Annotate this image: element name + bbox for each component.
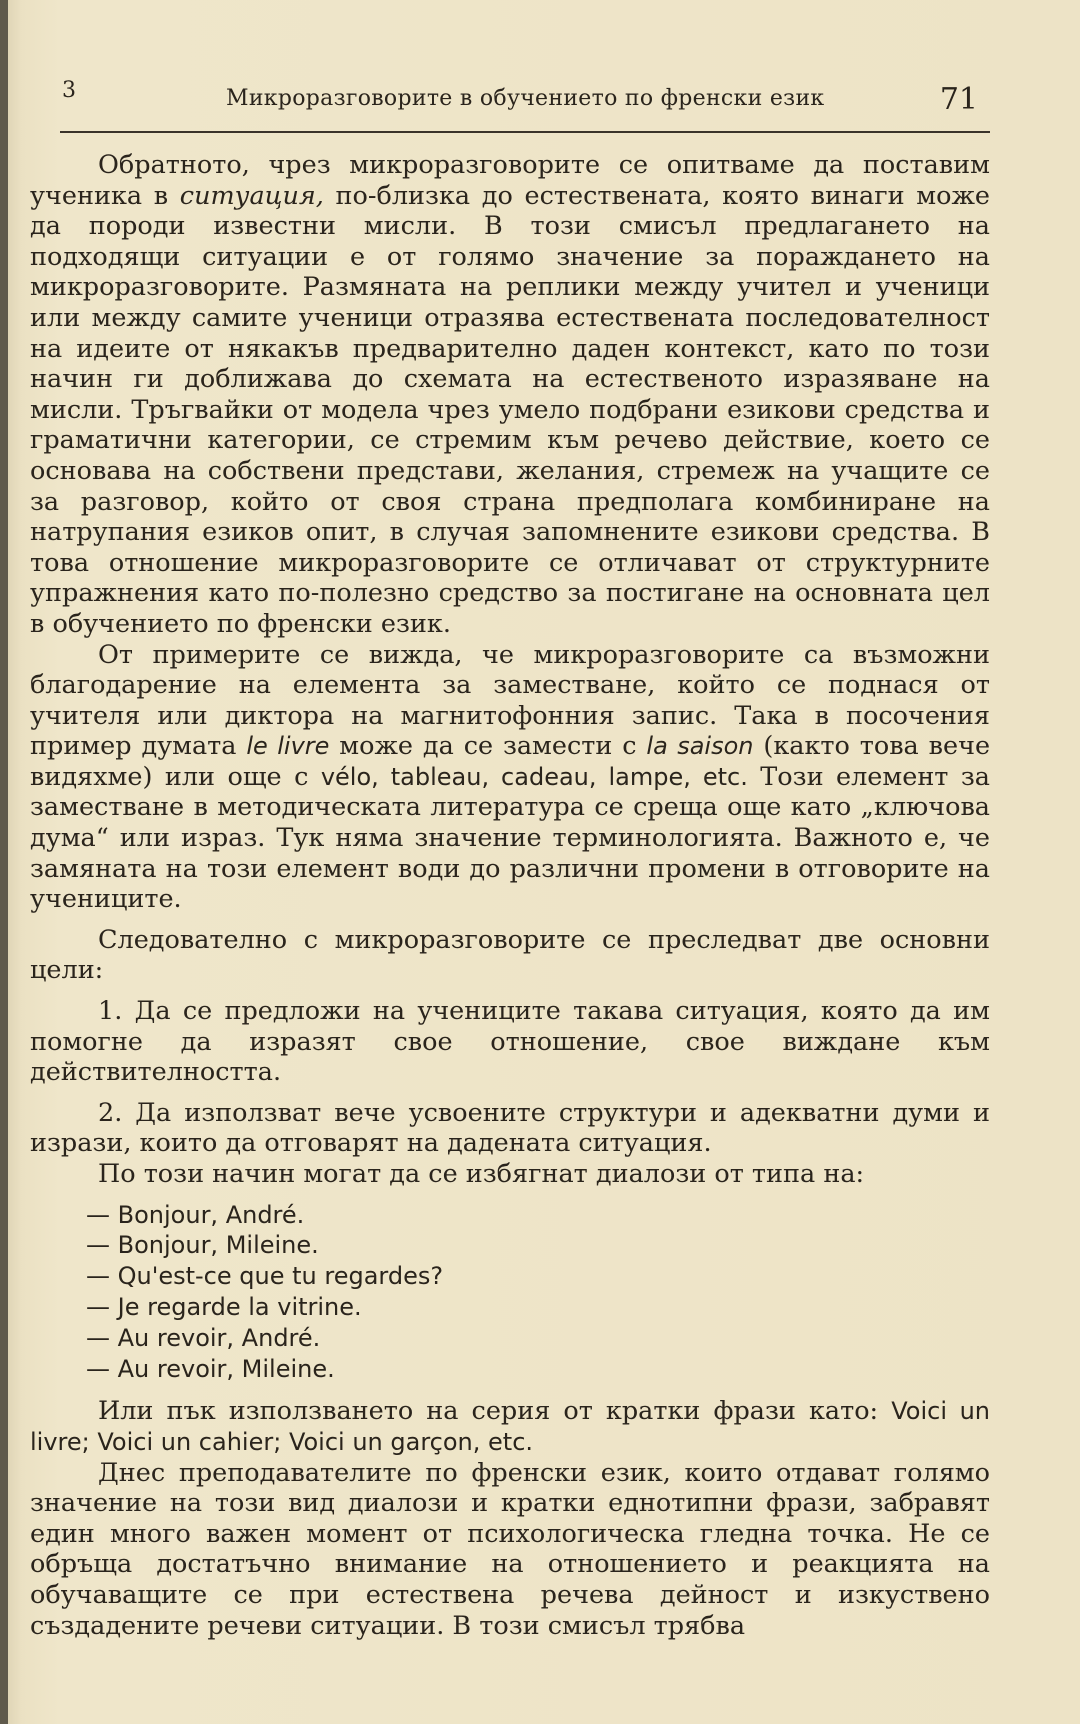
dialogue-line: — Bonjour, Mileine. bbox=[86, 1230, 990, 1261]
emphasis-le-livre: le livre bbox=[246, 732, 330, 761]
french-word-list: vélo, tableau, cadeau, lampe, etc. bbox=[320, 762, 748, 791]
emphasis-situation: ситуация, bbox=[179, 180, 324, 211]
dialogue-line: — Au revoir, Mileine. bbox=[86, 1354, 990, 1385]
paragraph-goal-2: 2. Да използват вече усвоените структури и адекватни думи и изрази, които да отговарят на дадената ситуация. bbox=[30, 1097, 990, 1159]
dialogue-line: — Qu'est-ce que tu regardes? bbox=[86, 1261, 990, 1292]
paragraph-short-phrases: Или пък използването на серия от кратки фрази като: Voici un livre; Voici un cahier; Voici un garçon, etc. bbox=[30, 1396, 991, 1456]
header-rule bbox=[60, 131, 990, 133]
dialogue-line: — Bonjour, André. bbox=[86, 1200, 990, 1231]
signature-mark: 3 bbox=[62, 78, 76, 103]
dialogue-line: — Je regarde la vitrine. bbox=[86, 1292, 990, 1323]
page-header bbox=[58, 76, 998, 126]
paragraph-1: Обратното, чрез микроразговорите се опитваме да поставим ученика в ситуация, по-близка до естествената, която винаги може да породи известни мисли. В този смисъл предлагането на подходящи ситуации е от голямо значение за пораждането на микроразговорите. Размяната на реплики между учител и ученици или между самите ученици отразява естествената последователност на идеите от някакъв предварително даден контекст, като по този начин ги доближава до схемата на естественото изразяване на мисли. Тръгвайки от модела чрез умело подбрани езикови средства и граматични категории, се стремим към речево действие, което се основава на собствени представи, желания, стремеж на учащите се за разговор, който от своя страна предполага комбиниране на натрупания езиков опит, в случая запомнените езикови средства. В това отношение микроразговорите се отличават от структурните упражнения като по-полезно средство за постигане на основната цел в обучението по френски език. bbox=[30, 150, 990, 639]
body-text bbox=[30, 150, 990, 1641]
page-number: 71 bbox=[939, 82, 978, 117]
paragraph-teachers: Днес преподавателите по френски език, които отдават голямо значение на този вид диалози и кратки еднотипни фрази, забравят един много важен момент от психологическа гледна точка. Не се обръща достатъчно внимание на отношението и реакцията на обучаващите се при естествена речева дейност и изкуствено създадените речеви ситуации. В този смисъл трябва bbox=[30, 1457, 990, 1641]
paragraph-3: Следователно с микроразговорите се преследват две основни цели: bbox=[30, 924, 990, 986]
paragraph-goal-1: 1. Да се предложи на учениците такава ситуация, която да им помогне да изразят свое отношение, свое виждане към действителността. bbox=[30, 996, 990, 1088]
binding-edge bbox=[0, 0, 8, 1724]
paragraph-dialogue-intro: По този начин могат да се избягнат диалози от типа на: bbox=[98, 1159, 865, 1189]
paragraph-2: От примерите се вижда, че микроразговорите са възможни благодарение на елемента за заместване, който се поднася от учителя или диктора на магнитофонния запис. Така в посочения пример думата le livre може да се замести с la saison (както това вече видяхме) или още с vélo, tableau, cadeau, lampe, etc. Този елемент за заместване в методическата литература се среща още като „ключова дума“ или израз. Тук няма значение терминологията. Важното е, че замяната на този елемент води до различни промени в отговорите на учениците. bbox=[30, 639, 991, 915]
dialogue-example bbox=[30, 1200, 990, 1385]
emphasis-la-saison: la saison bbox=[646, 732, 754, 761]
running-title: Микроразговорите в обучението по френски език bbox=[226, 86, 825, 111]
dialogue-line: — Au revoir, André. bbox=[86, 1323, 990, 1354]
french-phrases: Voici un livre; Voici un cahier; Voici un garçon, etc. bbox=[30, 1397, 991, 1456]
